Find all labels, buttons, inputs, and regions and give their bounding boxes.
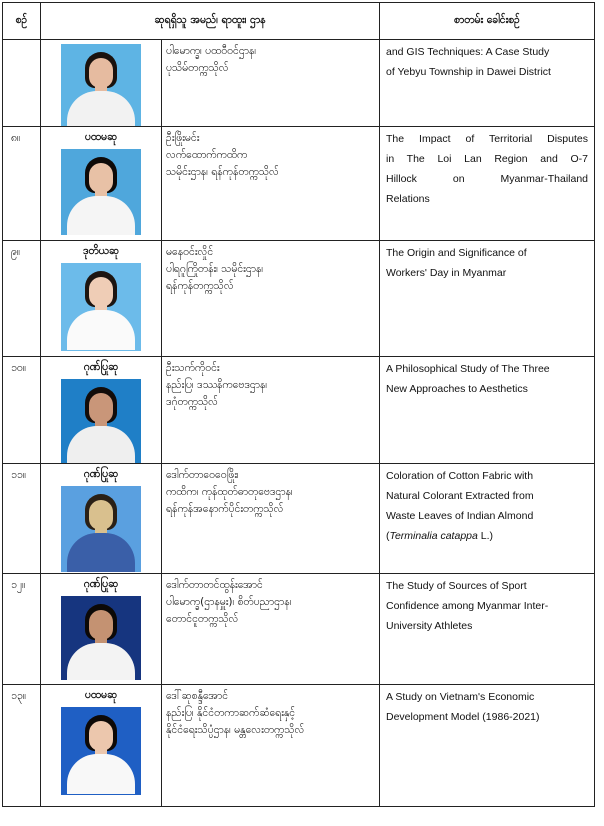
row-number: ၁၁။: [3, 464, 41, 574]
awardee-info-line: နည်းပြ၊ ဒဿနိကဗေဒဌာန၊: [166, 379, 268, 391]
awardee-info-line: ကထိက၊ ကုန်ထုတ်ဓာတုဗေဒဌာန၊: [166, 486, 293, 498]
photo-cell: [41, 685, 162, 807]
photo-cell: [41, 40, 162, 127]
prize-label: ပထမဆု: [84, 689, 118, 701]
portrait-photo: [61, 486, 141, 572]
portrait-photo: [61, 149, 141, 235]
awardee-info-line: ဦးဖြိုးမင်း: [166, 132, 200, 144]
paper-title-line: of Yebyu Township in Dawei District: [386, 66, 551, 78]
awardee-info: [162, 464, 380, 574]
row-number: ၈။: [3, 127, 41, 241]
paper-title: [380, 241, 595, 357]
paper-title: [380, 464, 595, 574]
paper-title-line: [386, 526, 588, 546]
awardee-info-line: နည်းပြ၊ နိုင်ငံတကာဆက်ဆံရေးနှင့်: [166, 707, 296, 719]
awardee-info-line: ပုသိမ်တက္ကသိုလ်: [166, 62, 229, 74]
paren-open: (: [386, 530, 390, 542]
portrait-photo: [61, 44, 141, 126]
awardee-info-line: ရန်ကုန်အနောက်ပိုင်းတက္ကသိုလ်: [166, 503, 284, 515]
paper-title: [380, 40, 595, 127]
paper-title-line: Natural Colorant Extracted from: [386, 490, 534, 502]
awardee-info-line: ဒေါက်တာဝေဝေဖြိုး၊: [166, 469, 239, 481]
awardee-info-line: ဒေါက်တာတင်ထွန်းအောင်: [166, 579, 263, 591]
paper-title: [380, 574, 595, 685]
portrait-face: [89, 393, 113, 423]
portrait-face: [89, 163, 113, 193]
paper-title-line: Hillock on Myanmar-Thailand: [386, 173, 588, 185]
prize-label: ဂုဏ်ပြုဆု: [83, 361, 119, 373]
awardee-info: [162, 357, 380, 464]
paper-title-line: in The Loi Lan Region and O-7: [386, 153, 588, 165]
portrait-body: [67, 91, 135, 126]
paper-title-line: The Origin and Significance of: [386, 247, 527, 259]
portrait-photo: [61, 596, 141, 680]
portrait-body: [67, 426, 135, 463]
paper-title-line: Development Model (1986-2021): [386, 711, 540, 723]
table-row: [3, 40, 595, 127]
scientific-name: Terminalia catappa: [389, 530, 478, 542]
portrait-face: [89, 58, 113, 88]
awardee-info: [162, 685, 380, 807]
portrait-body: [67, 533, 135, 572]
portrait-face: [89, 721, 113, 751]
prize-label: ပထမဆု: [84, 131, 118, 143]
header-awardee: ဆုရရှိသူ အမည်၊ ရာထူး၊ ဌာန: [41, 3, 380, 40]
awardee-info-line: ပါရဂူကြိုတန်း၊ သမိုင်းဌာန၊: [166, 263, 264, 275]
row-number: ၁၀။: [3, 357, 41, 464]
portrait-body: [67, 196, 135, 235]
awardee-info-line: ဒေါ်ဆုစန္ဒီအောင်: [166, 690, 229, 702]
awardee-info-line: ဒဂုံတက္ကသိုလ်: [166, 396, 218, 408]
photo-cell: [41, 127, 162, 241]
row-number: [3, 40, 41, 127]
awardee-info-line: နိုင်ငံရေးသိပ္ပံဌာန၊ မန္တလေးတက္ကသိုလ်: [166, 724, 305, 736]
portrait-body: [67, 643, 135, 680]
paper-title: [380, 357, 595, 464]
photo-cell: [41, 464, 162, 574]
portrait-face: [89, 610, 113, 640]
portrait-face: [89, 277, 113, 307]
paper-title-line: A Philosophical Study of The Three: [386, 363, 550, 375]
paper-title-line: Waste Leaves of Indian Almond: [386, 510, 534, 522]
awardee-info-line: ရန်ကုန်တက္ကသိုလ်: [166, 280, 234, 292]
paper-title-line: New Approaches to Aesthetics: [386, 383, 528, 395]
paper-title: [380, 685, 595, 807]
header-paper-title: စာတမ်း ခေါင်းစဉ်: [380, 3, 595, 40]
header-row: [3, 3, 595, 40]
paper-title-line: The Impact of Territorial Disputes: [386, 133, 588, 145]
awardee-info-line: ပါမောက္ခ(ဌာနမှူး)၊ စိတ်ပညာဌာန၊: [166, 596, 292, 608]
portrait-body: [67, 310, 135, 350]
awardee-info-line: ဦးသက်ကိုဝင်း: [166, 362, 220, 374]
row-number: ၁၃။: [3, 685, 41, 807]
prize-label: ဒုတိယဆု: [82, 245, 120, 257]
portrait-face: [89, 500, 113, 530]
photo-cell: [41, 574, 162, 685]
paper-title-line: The Study of Sources of Sport: [386, 580, 527, 592]
paper-title-line: A Study on Vietnam's Economic: [386, 691, 535, 703]
awardee-info-line: လက်ထောက်ကထိက: [166, 149, 248, 161]
paper-title-line: Confidence among Myanmar Inter-: [386, 600, 549, 612]
portrait-body: [67, 754, 135, 794]
awardee-info: [162, 40, 380, 127]
table-row: [3, 127, 595, 241]
paper-title-line: and GIS Techniques: A Case Study: [386, 46, 550, 58]
awardee-info: [162, 127, 380, 241]
row-number: ၉။: [3, 241, 41, 357]
portrait-photo: [61, 263, 141, 351]
paper-title-line: Relations: [386, 193, 430, 205]
paper-title-line: Coloration of Cotton Fabric with: [386, 470, 534, 482]
portrait-photo: [61, 379, 141, 463]
photo-cell: [41, 357, 162, 464]
table-row: [3, 464, 595, 574]
awardee-info-line: ပါမောက္ခ၊ ပထဝီဝင်ဌာန၊: [166, 45, 257, 57]
awardee-info: [162, 574, 380, 685]
paren-close: L.): [477, 530, 494, 542]
prize-label: ဂုဏ်ပြုဆု: [83, 578, 119, 590]
table-row: [3, 357, 595, 464]
awardee-info-line: မနေဝင်းလှိုင်: [166, 246, 214, 258]
awardee-info-line: တောင်ငူတက္ကသိုလ်: [166, 613, 239, 625]
paper-title-line: Workers' Day in Myanmar: [386, 267, 507, 279]
awards-table: [2, 2, 595, 807]
photo-cell: [41, 241, 162, 357]
row-number: ၁၂။: [3, 574, 41, 685]
paper-title-line: University Athletes: [386, 620, 473, 632]
header-no: စဉ်: [3, 3, 41, 40]
table-row: [3, 241, 595, 357]
portrait-photo: [61, 707, 141, 795]
table-row: [3, 685, 595, 807]
prize-label: ဂုဏ်ပြုဆု: [83, 468, 119, 480]
paper-title: [380, 127, 595, 241]
awardee-info: [162, 241, 380, 357]
table-row: [3, 574, 595, 685]
awardee-info-line: သမိုင်းဌာန၊ ရန်ကုန်တက္ကသိုလ်: [166, 166, 279, 178]
